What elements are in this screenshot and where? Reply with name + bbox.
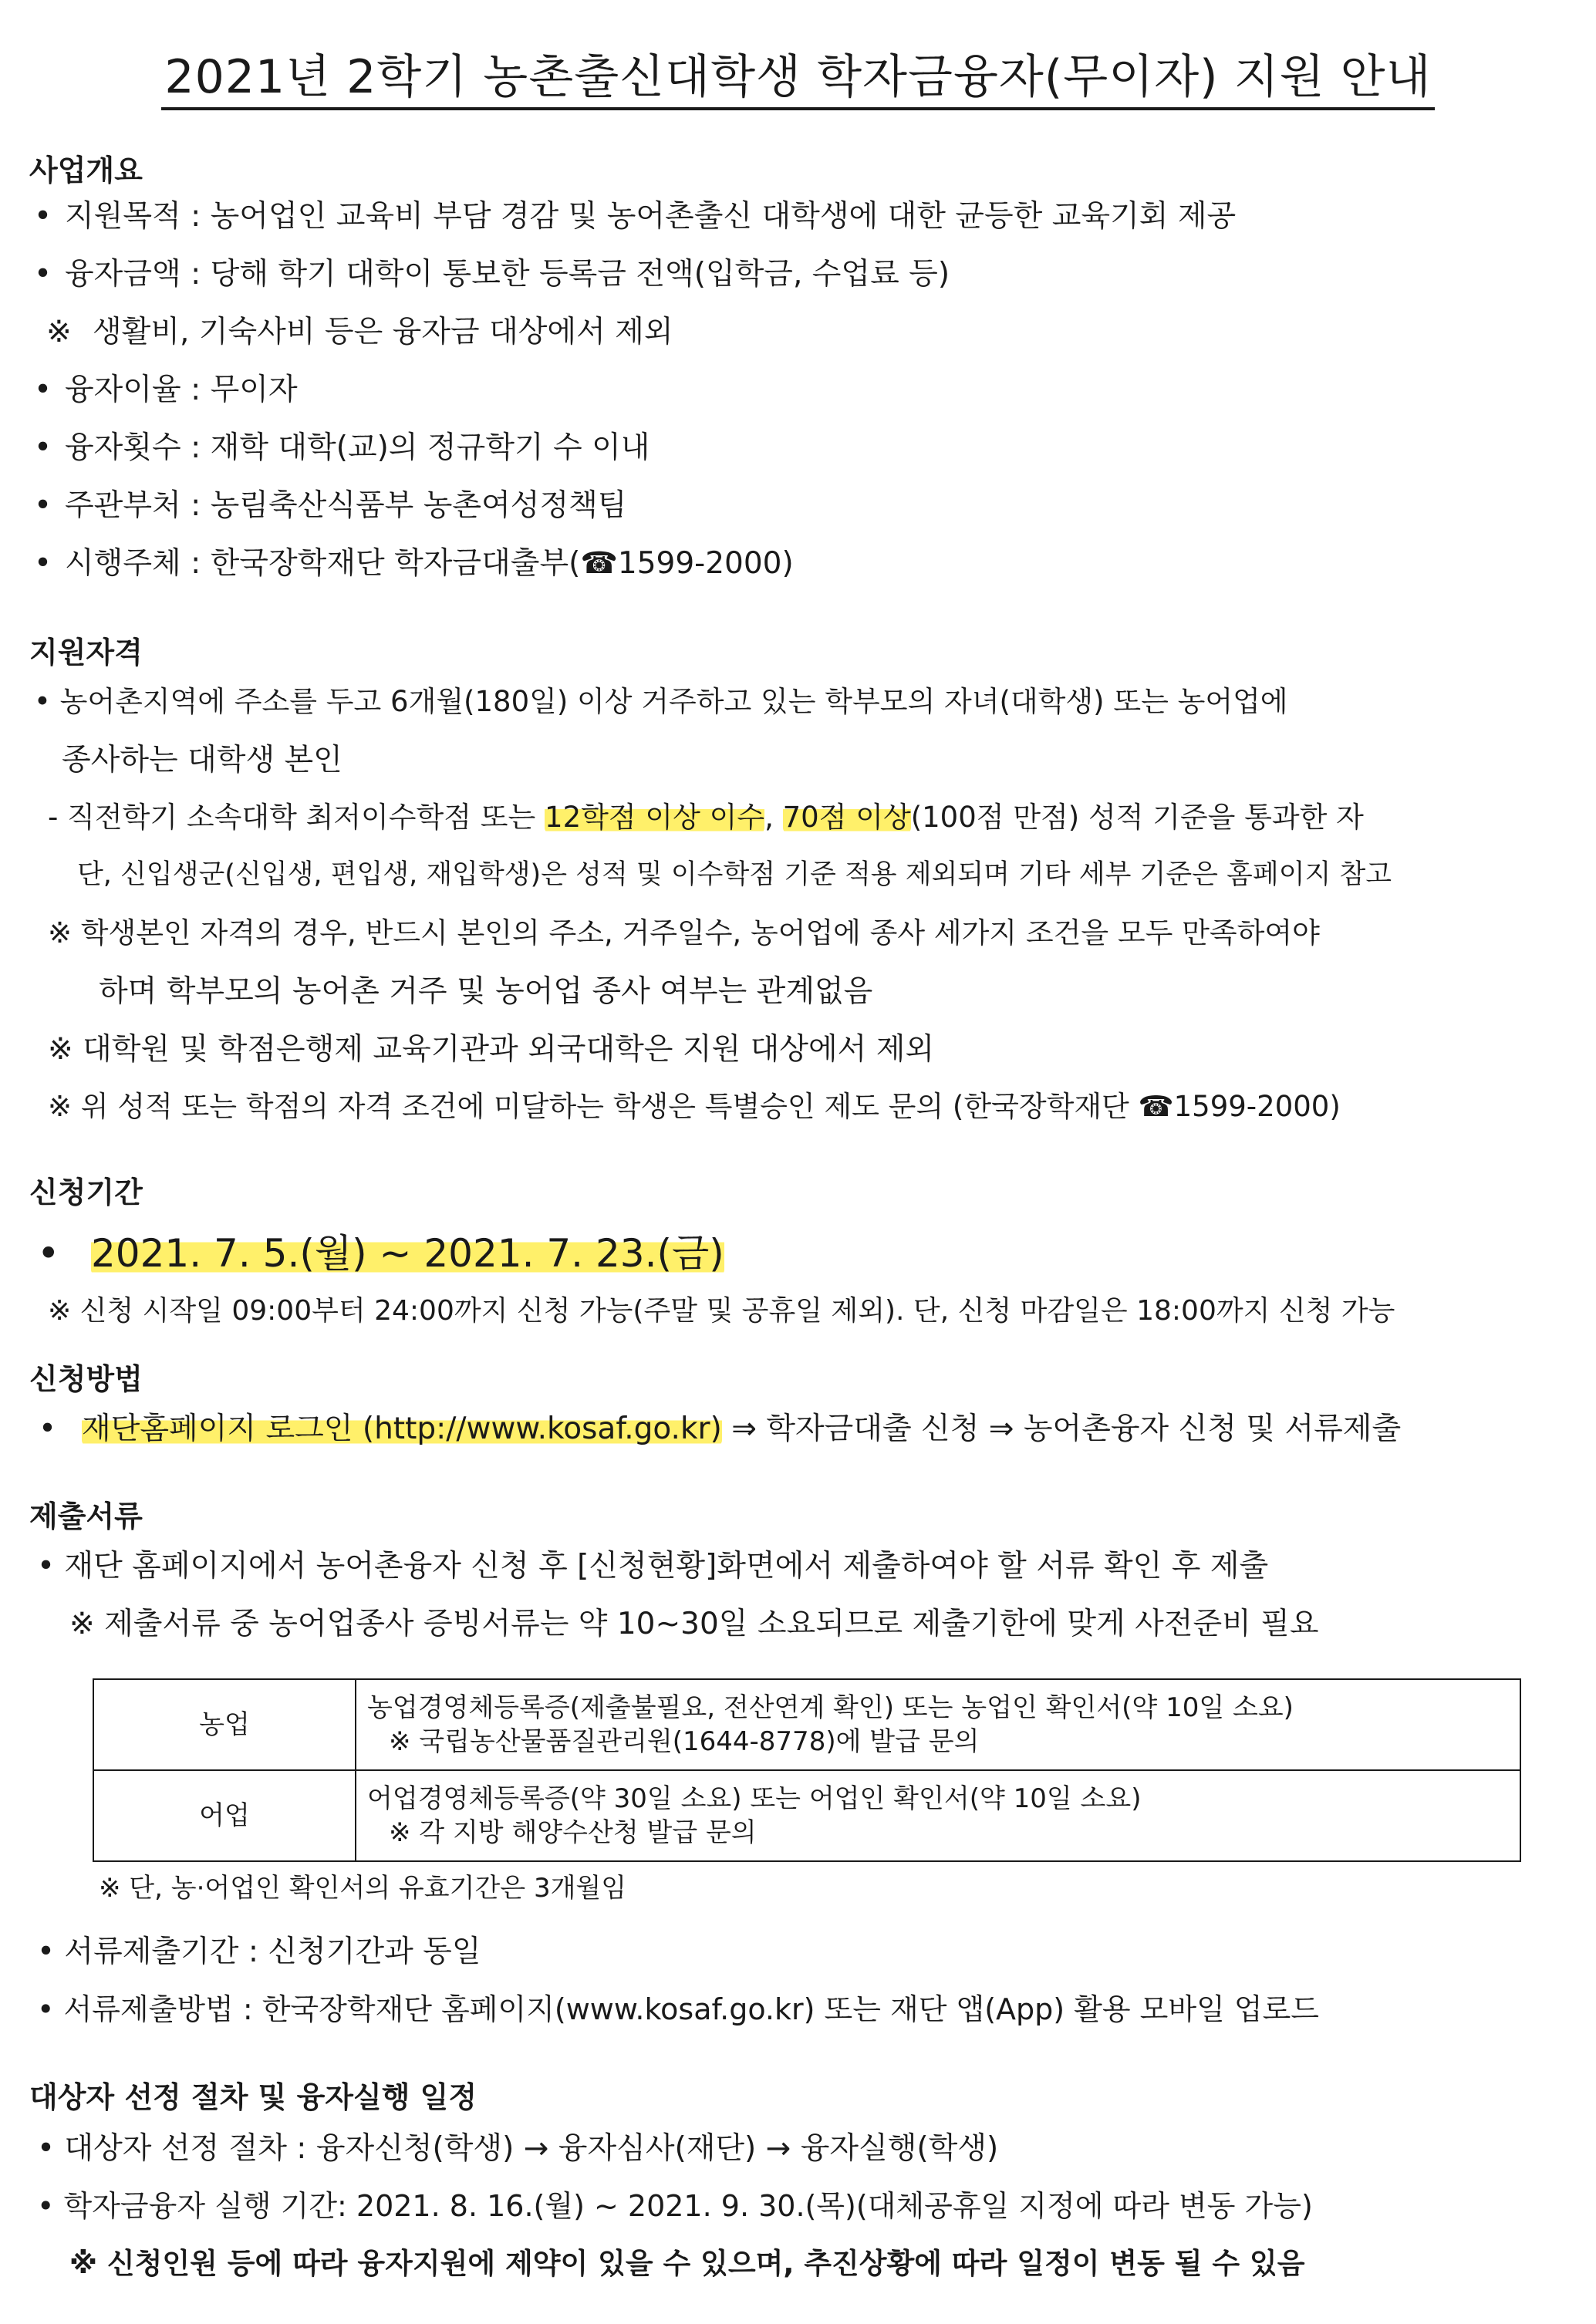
documents-table — [93, 1678, 1521, 1862]
overview-note: ※ 생활비, 기숙사비 등은 융자금 대상에서 제외 — [46, 315, 673, 349]
section-heading-documents: 제출서류 — [29, 1499, 143, 1533]
method-line: • 재단홈페이지 로그인 (http://www.kosaf.go.kr) ⇒ 학자금대출 신청 ⇒ 농어촌융자 신청 및 서류제출 — [39, 1412, 1402, 1446]
highlight-credits: 12학점 이상 이수 — [545, 801, 765, 834]
submit-period: • 서류제출기간 : 신청기간과 동일 — [37, 1934, 481, 1969]
page-title: 2021년 2학기 농촌출신대학생 학자금융자(무이자) 지원 안내 — [0, 40, 1596, 106]
section-heading-overview: 사업개요 — [29, 153, 143, 187]
overview-item: • 융자횟수 : 재학 대학(교)의 정규학기 수 이내 — [34, 430, 650, 465]
overview-item: • 융자금액 : 당해 학기 대학이 통보한 등록금 전액(입학금, 수업료 등) — [34, 257, 950, 292]
section-heading-period: 신청기간 — [29, 1175, 143, 1209]
eligibility-line: 종사하는 대학생 본인 — [62, 743, 342, 777]
section-heading-eligibility: 지원자격 — [29, 636, 143, 670]
overview-item: • 주관부처 : 농림축산식품부 농촌여성정책팀 — [34, 488, 627, 523]
table-cell-desc: 어업경영체등록증(약 30일 소요) 또는 어업인 확인서(약 10일 소요) ※ 각 지방 해양수산청 발급 문의 — [356, 1770, 1520, 1861]
highlight-homepage: 재단홈페이지 로그인 (http://www.kosaf.go.kr) — [82, 1412, 722, 1446]
submit-method: • 서류제출방법 : 한국장학재단 홈페이지(www.kosaf.go.kr) 또는 재단 앱(App) 활용 모바일 업로드 — [37, 1992, 1319, 2026]
section-heading-method: 신청방법 — [29, 1362, 143, 1396]
validity-note: ※ 단, 농·어업인 확인서의 유효기간은 3개월임 — [99, 1873, 627, 1904]
eligibility-note: 하며 학부모의 농어촌 거주 및 농어업 종사 여부는 관계없음 — [99, 974, 873, 1009]
period-note: ※ 신청 시작일 09:00부터 24:00까지 신청 가능(주말 및 공휴일 제외). 단, 신청 마감일은 18:00까지 신청 가능 — [48, 1295, 1395, 1327]
documents-note: ※ 제출서류 중 농어업종사 증빙서류는 약 10~30일 소요되므로 제출기한에 맞게 사전준비 필요 — [69, 1607, 1319, 1641]
overview-item: • 시행주체 : 한국장학재단 학자금대출부(☎1599-2000) — [34, 546, 794, 581]
table-row — [93, 1679, 1520, 1770]
schedule-note: ※ 신청인원 등에 따라 융자지원에 제약이 있을 수 있으며, 추진상황에 따라 일정이 변동 될 수 있음 — [69, 2247, 1305, 2280]
eligibility-line: • 농어촌지역에 주소를 두고 6개월(180일) 이상 거주하고 있는 학부모의 자녀(대학생) 또는 농어업에 — [34, 685, 1288, 718]
eligibility-note: ※ 대학원 및 학점은행제 교육기관과 외국대학은 지원 대상에서 제외 — [48, 1032, 935, 1067]
schedule-line: • 학자금융자 실행 기간: 2021. 8. 16.(월) ~ 2021. 9. 30.(목)(대체공휴일 지정에 따라 변동 가능) — [37, 2189, 1313, 2223]
overview-item: • 융자이율 : 무이자 — [34, 373, 298, 407]
table-cell-type: 어업 — [93, 1770, 356, 1861]
highlight-score: 70점 이상 — [782, 801, 911, 834]
table-cell-type: 농업 — [93, 1679, 356, 1770]
eligibility-criteria: - 직전학기 소속대학 최저이수학점 또는 12학점 이상 이수, 70점 이상(100점 만점) 성적 기준을 통과한 자 — [48, 801, 1364, 834]
overview-item: • 지원목적 : 농어업인 교육비 부담 경감 및 농어촌출신 대학생에 대한 균등한 교육기회 제공 — [34, 199, 1237, 234]
eligibility-line: 단, 신입생군(신입생, 편입생, 재입학생)은 성적 및 이수학점 기준 적용 제외되며 기타 세부 기준은 홈페이지 참고 — [77, 859, 1392, 890]
table-row — [93, 1770, 1520, 1861]
eligibility-note: ※ 학생본인 자격의 경우, 반드시 본인의 주소, 거주일수, 농어업에 종사 세가지 조건을 모두 만족하여야 — [48, 916, 1320, 950]
highlight-period: 2021. 7. 5.(월) ~ 2021. 7. 23.(금) — [91, 1231, 724, 1276]
application-period: • 2021. 7. 5.(월) ~ 2021. 7. 23.(금) — [37, 1231, 724, 1276]
schedule-line: • 대상자 선정 절차 : 융자신청(학생) → 융자심사(재단) → 융자실행(학생) — [37, 2131, 999, 2166]
eligibility-note: ※ 위 성적 또는 학점의 자격 조건에 미달하는 학생은 특별승인 제도 문의 (한국장학재단 ☎1599-2000) — [48, 1090, 1341, 1123]
documents-line: • 재단 홈페이지에서 농어촌융자 신청 후 [신청현황]화면에서 제출하여야 할 서류 확인 후 제출 — [37, 1549, 1269, 1584]
section-heading-schedule: 대상자 선정 절차 및 융자실행 일정 — [29, 2080, 477, 2114]
table-cell-desc: 농업경영체등록증(제출불필요, 전산연계 확인) 또는 농업인 확인서(약 10일 소요) ※ 국립농산물품질관리원(1644-8778)에 발급 문의 — [356, 1679, 1520, 1770]
